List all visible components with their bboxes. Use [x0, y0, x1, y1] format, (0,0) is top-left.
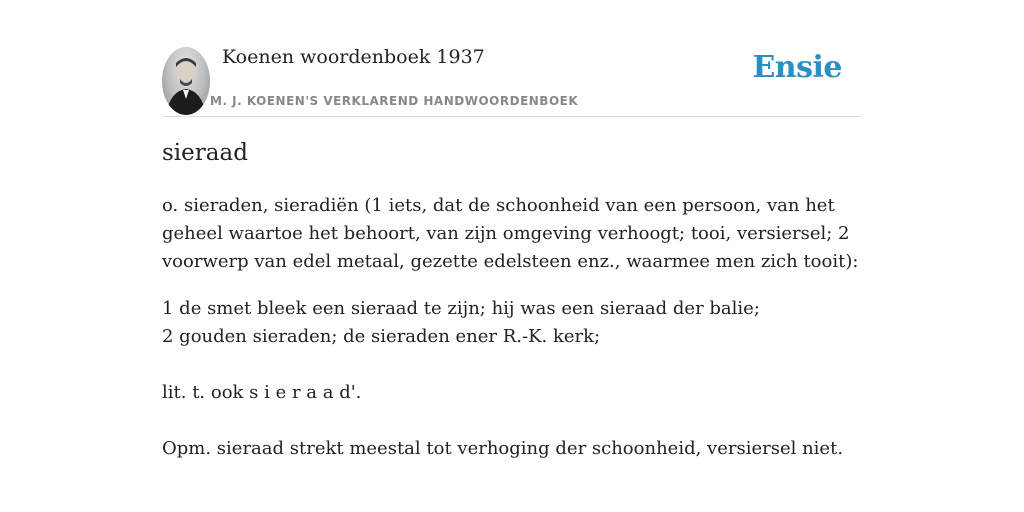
entry-literature: lit. t. ook s i e r a a d'. [162, 382, 362, 403]
book-title[interactable]: Koenen woordenboek 1937 [222, 46, 485, 68]
dictionary-header [162, 0, 862, 117]
entry-definition: o. sieraden, sieradiën (1 iets, dat de schoonheid van een persoon, van het geheel waartoe het behoort, van zijn omgeving verhoogt; tooi, versiersel; 2 voorwerp van edel metaal, gezette edelsteen enz., waarmee men zich tooit): [162, 195, 859, 272]
author-portrait-icon [162, 47, 210, 115]
page-container [162, 0, 862, 459]
entry-headword: sieraad [162, 140, 248, 166]
entry-content [162, 192, 862, 463]
book-subtitle: M. J. KOENEN'S VERKLAREND HANDWOORDENBOEK [210, 94, 579, 108]
spacer [162, 407, 862, 435]
entry-remark: Opm. sieraad strekt meestal tot verhoging der schoonheid, versiersel niet. [162, 438, 844, 459]
entry-example: 2 gouden sieraden; de sieraden ener R.-K. kerk; [162, 326, 601, 347]
ensie-logo-link[interactable]: Ensie [752, 50, 842, 85]
entry-example: 1 de smet bleek een sieraad te zijn; hij was een sieraad der balie; [162, 298, 760, 319]
spacer [162, 351, 862, 379]
